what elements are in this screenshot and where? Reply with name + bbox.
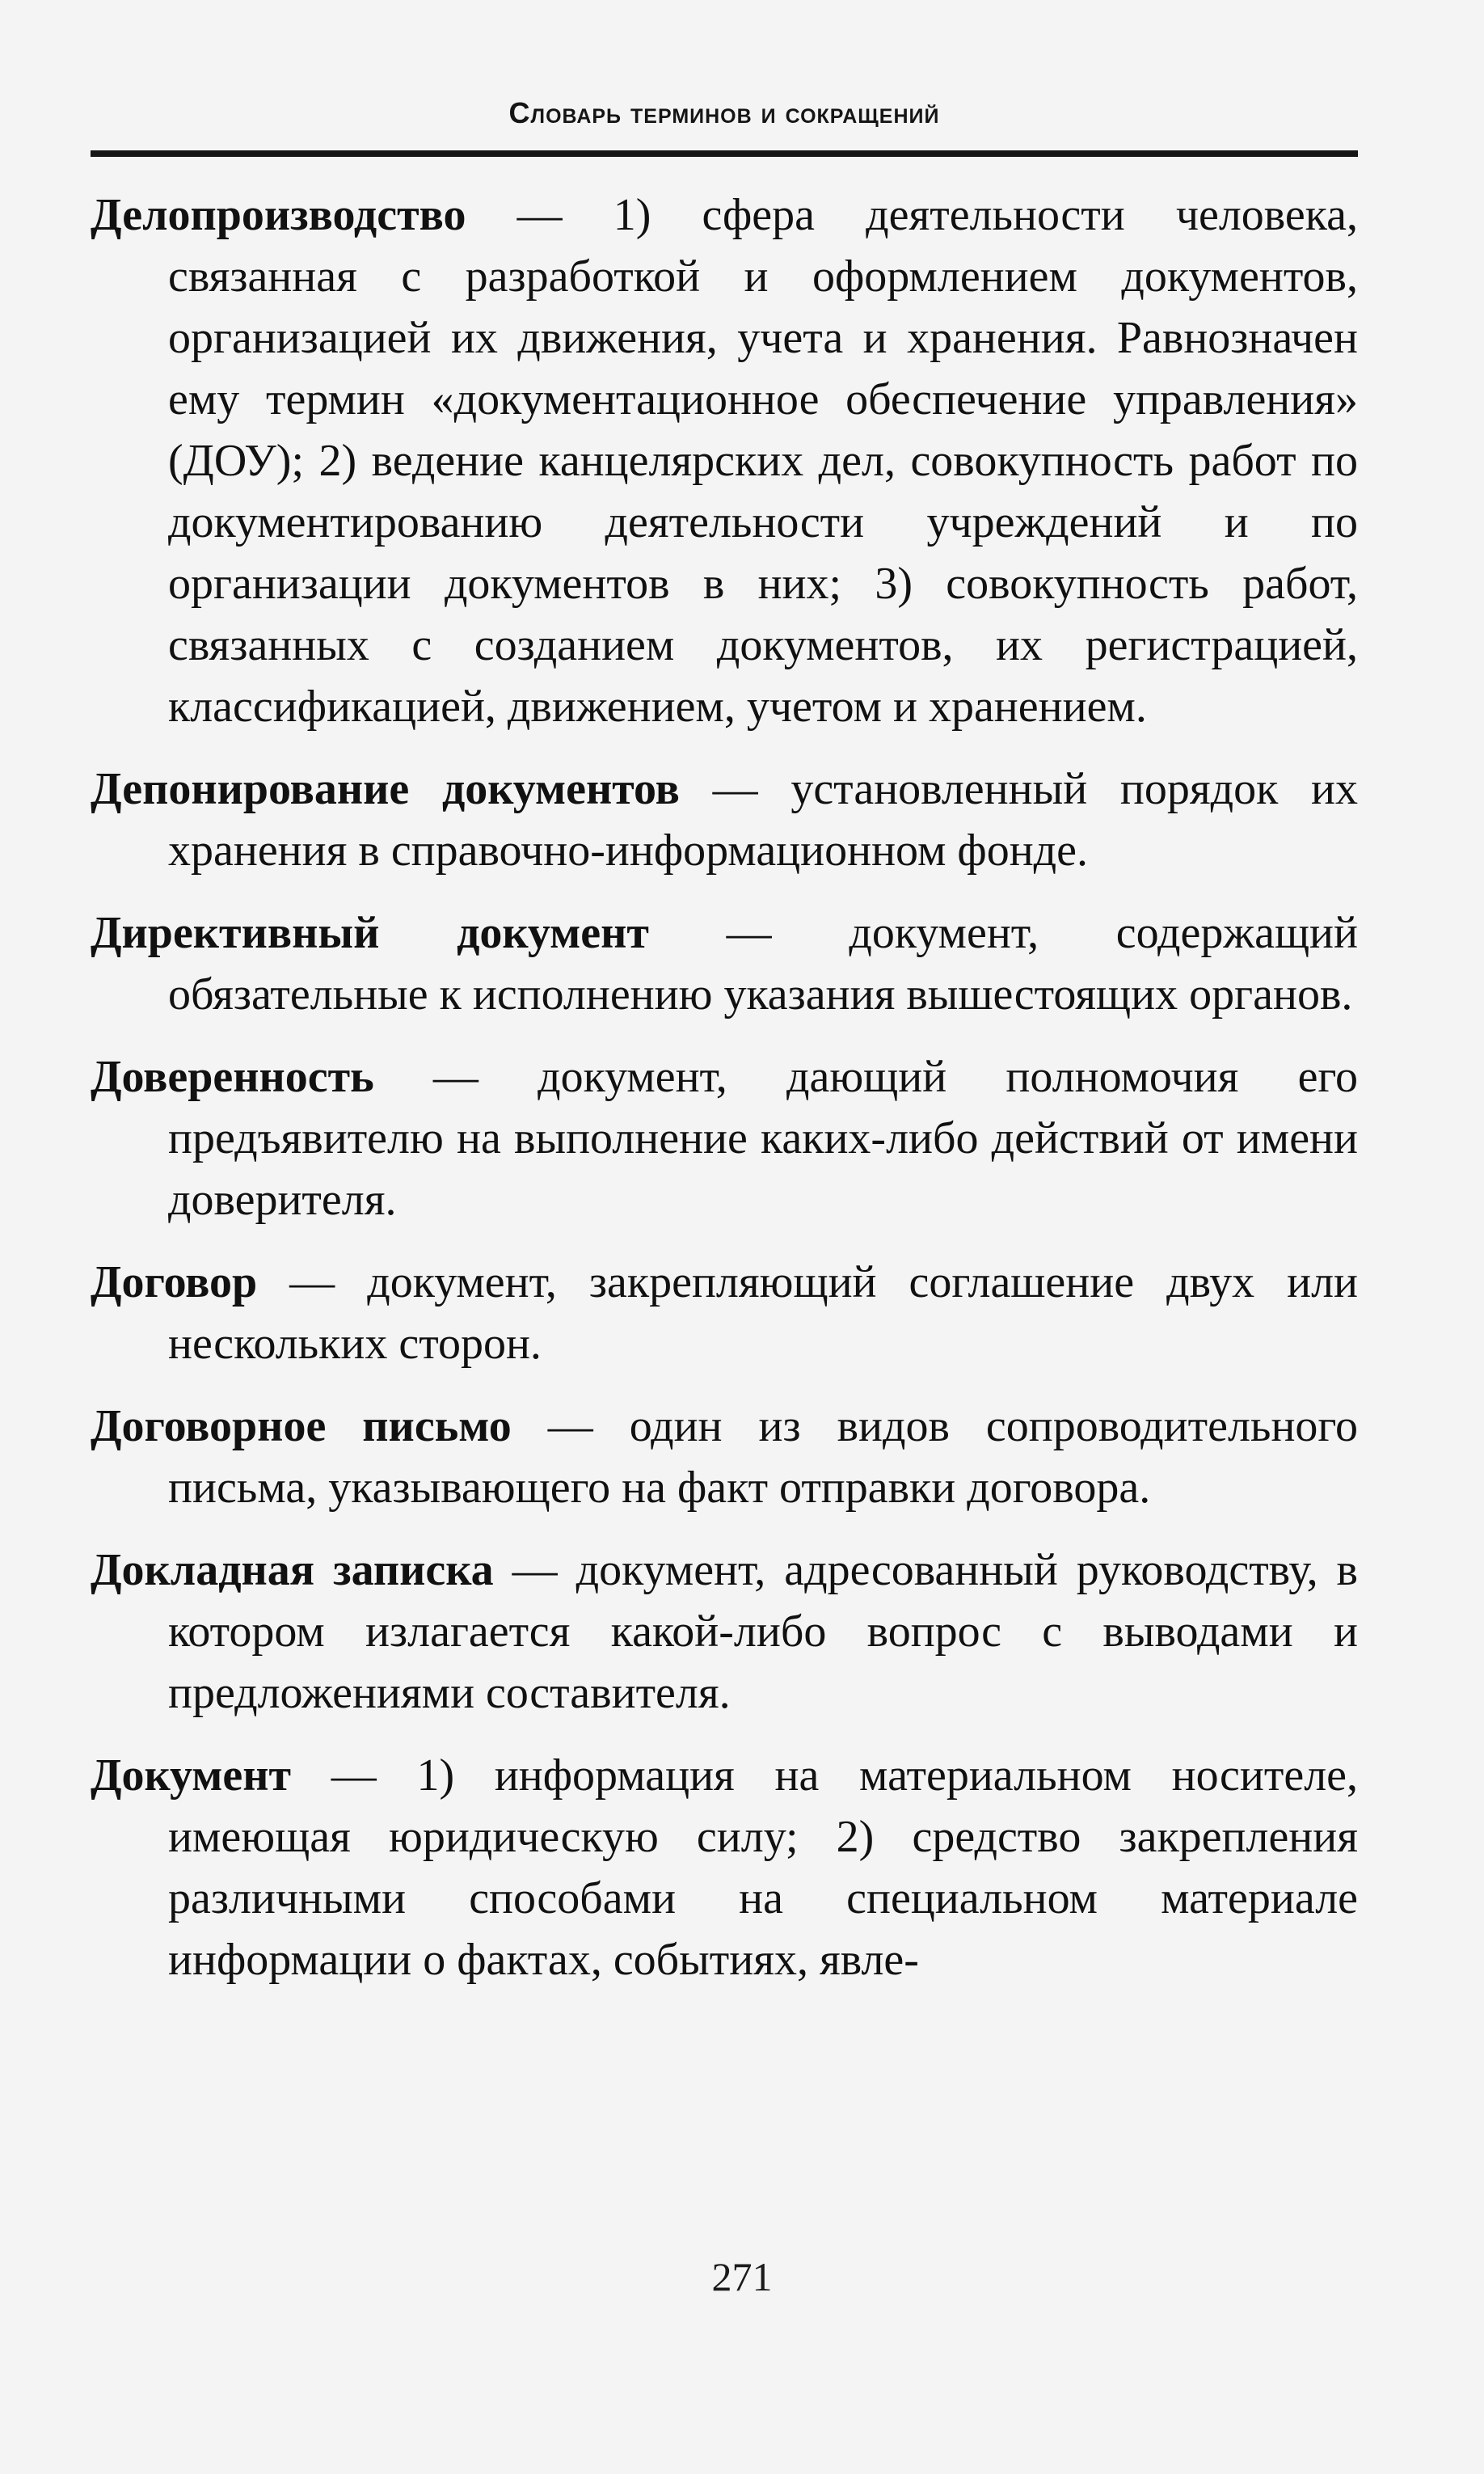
entry-definition: — 1) сфера деятельности человека, связанная с разработкой и оформлением документов, организацией их движения, учета и хранения. Равнозначен ему термин «документационное обеспечение управления» (ДОУ); 2) ведение канцелярских дел, совокупность работ по документированию деятельности учреждений и по организации документов в них; 3) совокупность работ, связанных с созданием документов, их регистрацией, классификацией, движением, учетом и хранением.: [168, 190, 1358, 732]
glossary-entry-dogovornoe-pismo: [91, 1395, 1358, 1518]
entry-term: Делопроизводство: [91, 190, 466, 240]
entry-definition: — один из видов сопроводительного письма, указывающего на факт отправки договора.: [168, 1401, 1358, 1513]
page-number: 271: [711, 2254, 773, 2299]
glossary-entry-dokladnaya-zapiska: [91, 1539, 1358, 1724]
entry-definition: — документ, дающий полномочия его предъявителю на выполнение каких-либо действий от имени доверителя.: [168, 1052, 1358, 1225]
entry-definition: — установленный порядок их хранения в справочно-информационном фонде.: [168, 764, 1359, 876]
entry-term: Директивный документ: [91, 908, 649, 958]
entry-term: Договор: [91, 1257, 258, 1307]
glossary-content: [91, 184, 1358, 2012]
entry-term: Депонирование документов: [91, 764, 680, 814]
entry-term: Договорное письмо: [91, 1401, 512, 1451]
entry-definition: — 1) информация на материальном носителе, имеющая юридическую силу; 2) средство закрепления различными способами на специальном материале информации о фактах, событиях, явле-: [168, 1750, 1358, 1985]
glossary-entry-doverennost: [91, 1046, 1358, 1231]
glossary-entry-deloproizvodstvo: [91, 184, 1358, 737]
running-header-title: Словарь терминов и сокращений: [508, 96, 940, 129]
glossary-entry-deponirovanie: [91, 758, 1358, 881]
running-header: [91, 96, 1358, 129]
entry-definition: — документ, адресованный руководству, в котором излагается какой-либо вопрос с выводами и предложениями составителя.: [168, 1545, 1359, 1718]
glossary-entry-dogovor: [91, 1252, 1358, 1374]
entry-definition: — документ, содержащий обязательные к исполнению указания вышестоящих органов.: [168, 908, 1358, 1020]
header-rule: [91, 150, 1358, 157]
entry-term: Доверенность: [91, 1052, 374, 1102]
glossary-entry-direktivnyi-dokument: [91, 902, 1358, 1025]
entry-term: Докладная записка: [91, 1545, 494, 1595]
entry-definition: — документ, закрепляющий соглашение двух или нескольких сторон.: [168, 1257, 1358, 1369]
entry-term: Документ: [91, 1750, 292, 1801]
glossary-entry-dokument: [91, 1745, 1358, 1991]
